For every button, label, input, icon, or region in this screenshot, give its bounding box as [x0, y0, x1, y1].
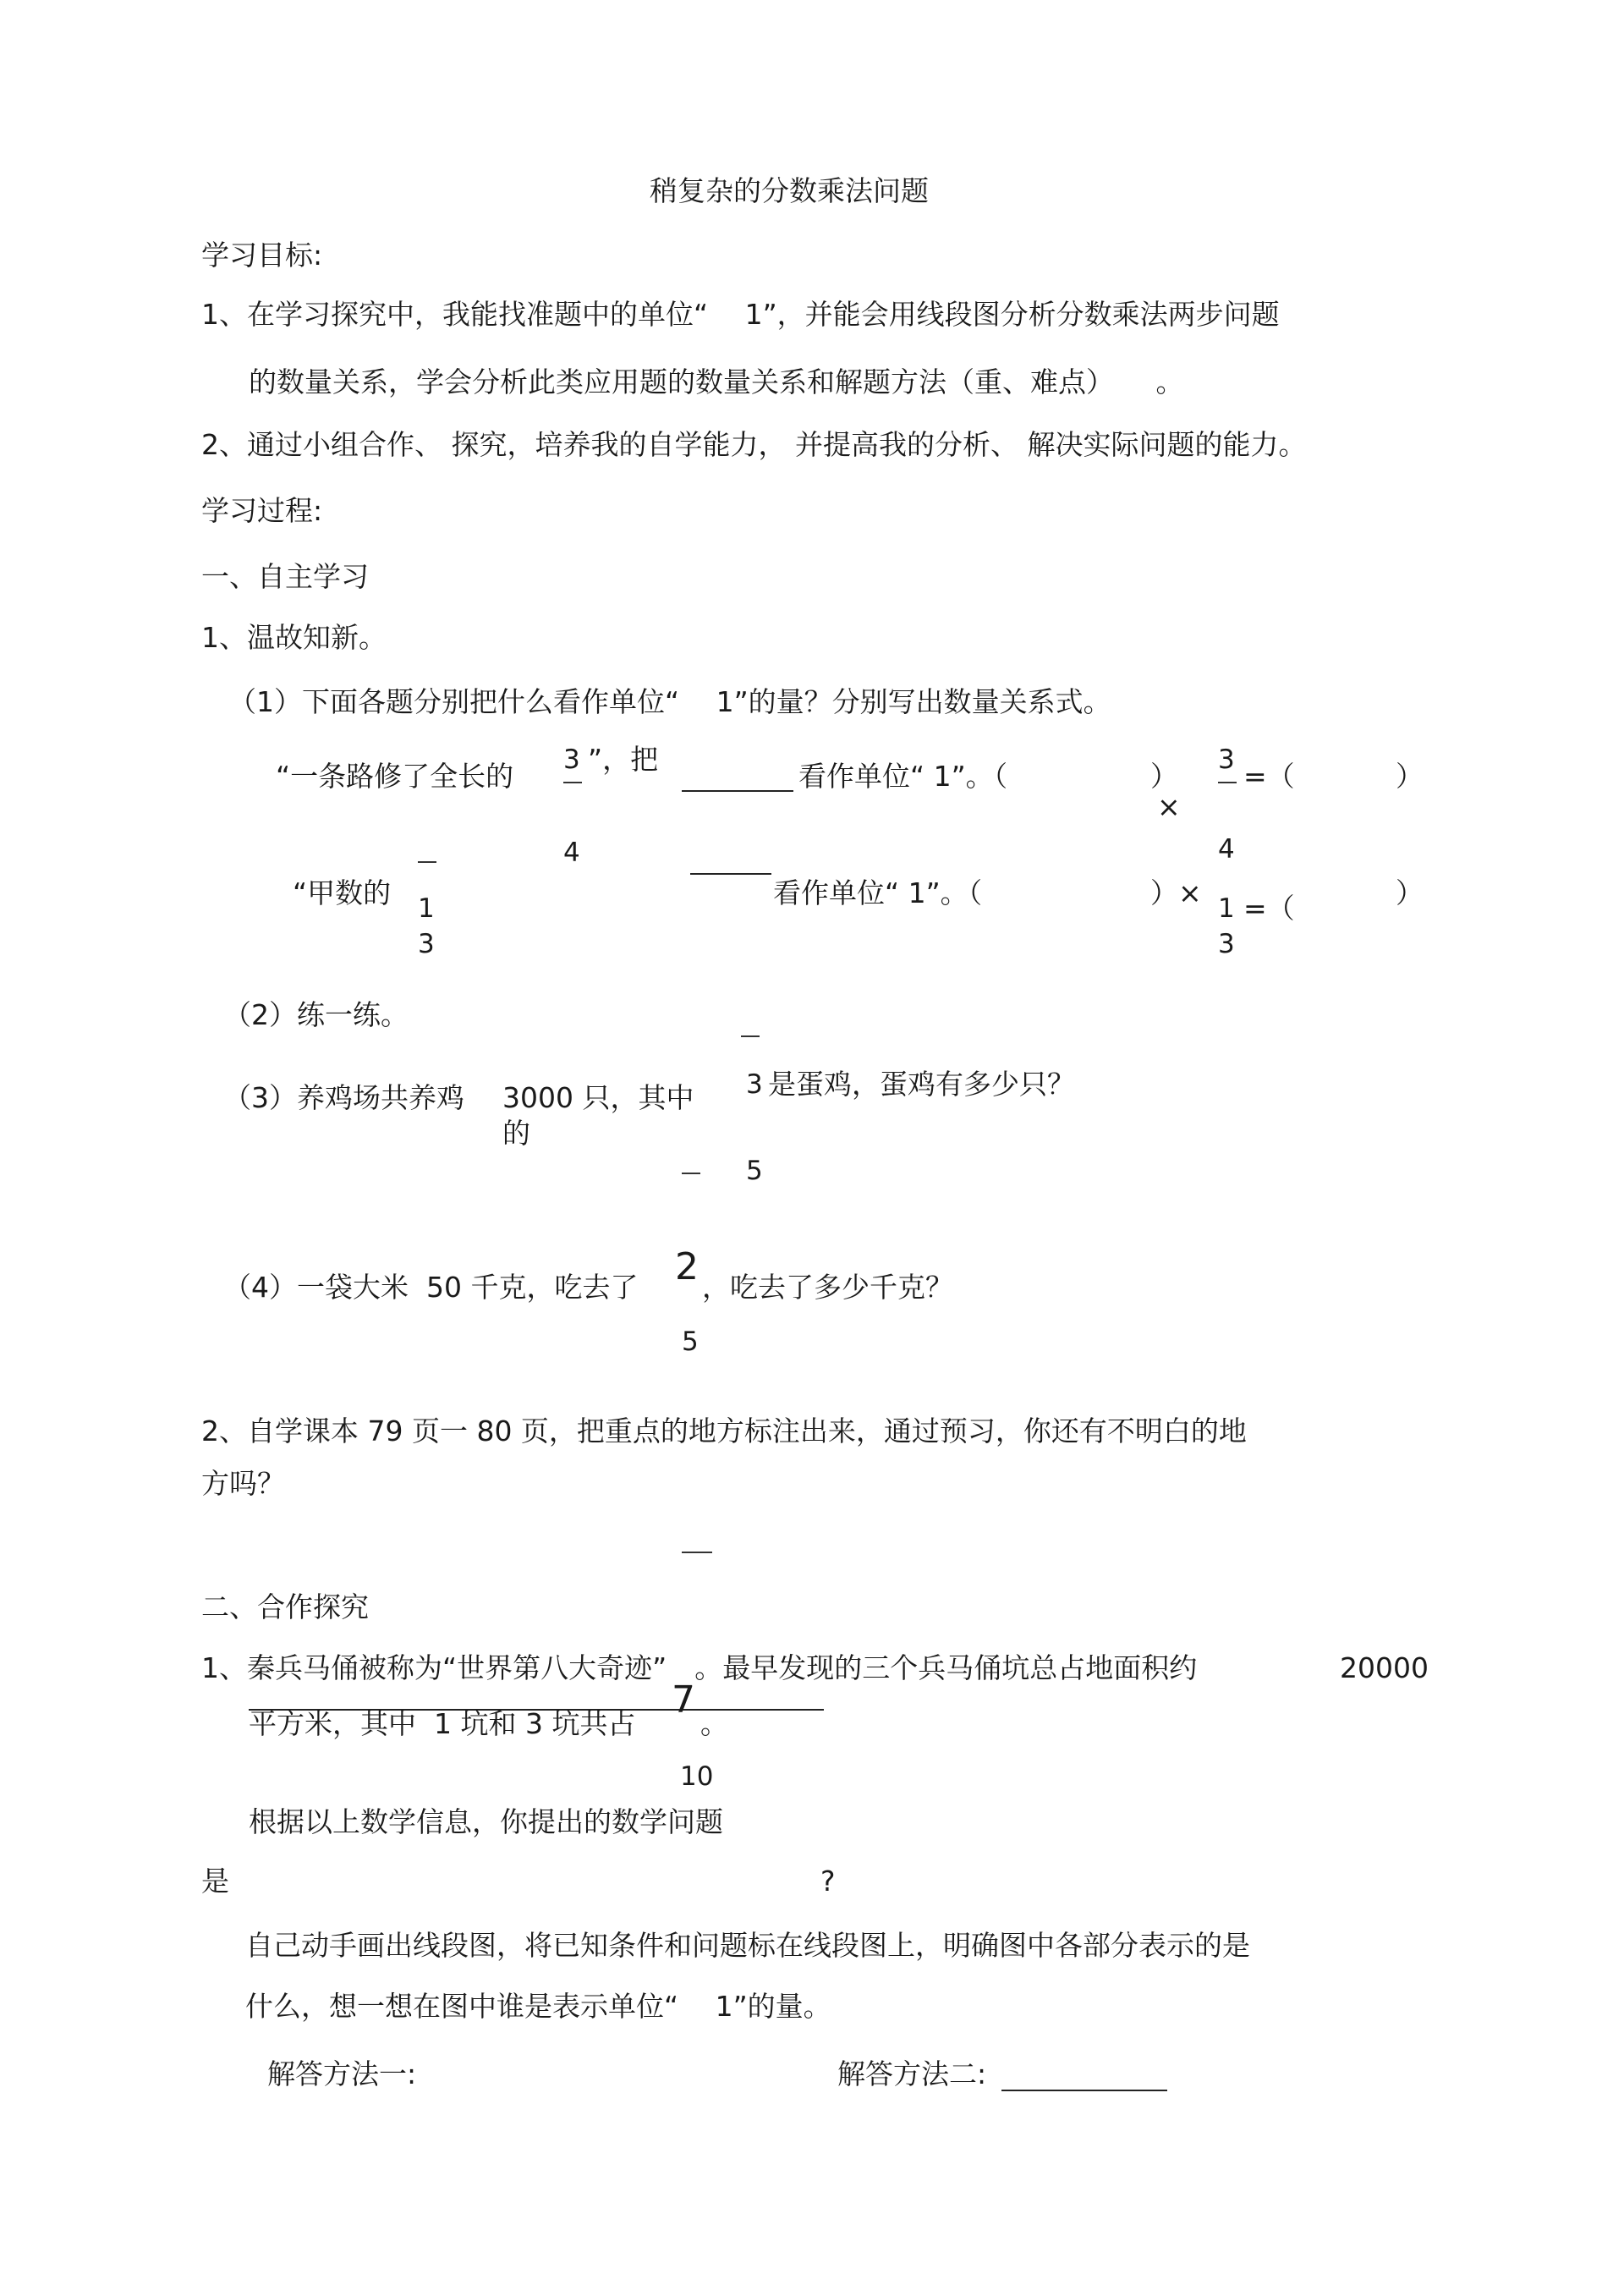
q3-fraction-denominator: 5	[746, 1156, 763, 1186]
ask-line-2: 是	[201, 1865, 229, 1898]
objective-1-line-1: 1、在学习探究中，我能找准题中的单位“ 1”，并能会用线段图分析分数乘法两步问题	[201, 298, 1280, 331]
ask-question-mark: ?	[820, 1865, 836, 1898]
section-1-heading: 一、自主学习	[201, 560, 369, 593]
q1b-answer-blank	[690, 873, 771, 875]
q1a-fraction-numerator: 3	[563, 744, 580, 775]
q1b-end-paren: ）	[1396, 876, 1424, 909]
q1a-equals: =（	[1243, 760, 1295, 793]
q1b-fraction-bar	[418, 861, 436, 863]
q3-amount: 3000 只，其中	[502, 1081, 694, 1114]
coop-line-2: 平方米，其中 1 坑和 3 坑共占	[249, 1707, 636, 1740]
process-heading: 学习过程:	[201, 494, 323, 527]
question-2: （2）练一练。	[223, 998, 409, 1031]
coop-fraction-denominator: 10	[680, 1761, 714, 1792]
stray-dash	[682, 1552, 712, 1553]
q4-fraction-numerator: 2	[675, 1245, 699, 1288]
q1a-answer-blank	[682, 790, 793, 792]
q1a-unit-text: 看作单位“ 1”。（	[798, 760, 1008, 793]
q4-tail: ，吃去了多少千克？	[702, 1271, 953, 1304]
q1b-close-times: ）×	[1150, 876, 1202, 909]
q1a-multiplier-denominator: 4	[1218, 834, 1235, 865]
objectives-heading: 学习目标:	[201, 239, 323, 272]
q1b-equals: =（	[1243, 892, 1295, 925]
page-title: 稍复杂的分数乘法问题	[650, 174, 929, 207]
section-2-heading: 二、合作探究	[201, 1590, 369, 1623]
q4-lead: （4）一袋大米 50 千克，吃去了	[223, 1271, 639, 1304]
q1a-close-paren: ）	[1150, 760, 1178, 793]
objective-1-line-2: 的数量关系，学会分析此类应用题的数量关系和解题方法（重、难点） 。	[249, 365, 1184, 398]
q1a-multiplier-numerator: 3	[1218, 744, 1235, 775]
review-heading: 1、温故知新。	[201, 621, 387, 654]
q3-fraction-bar-lower	[682, 1173, 700, 1174]
q3-fraction-bar	[741, 1035, 760, 1037]
coop-area-value: 20000	[1340, 1651, 1429, 1684]
coop-line-1: 1、秦兵马俑被称为“世界第八大奇迹” 。最早发现的三个兵马俑坑总占地面积约	[201, 1651, 1198, 1684]
q3-de: 的	[502, 1117, 530, 1150]
q1a-fraction-denominator: 4	[563, 838, 580, 868]
ask-line-1: 根据以上数学信息，你提出的数学问题	[249, 1805, 723, 1838]
q1b-fraction-numerator: 1	[418, 893, 435, 924]
draw-line-1: 自己动手画出线段图，将已知条件和问题标在线段图上，明确图中各部分表示的是	[245, 1929, 1250, 1962]
self-study-line-1: 2、自学课本 79 页一 80 页，把重点的地方标注出来，通过预习，你还有不明白的地	[201, 1414, 1247, 1447]
q4-fraction-denominator: 5	[682, 1327, 699, 1357]
coop-fraction-numerator: 7	[672, 1678, 695, 1722]
q3-lead: （3）养鸡场共养鸡	[223, 1081, 464, 1114]
method-1-label: 解答方法一:	[267, 2057, 417, 2090]
q1b-multiplier-denominator: 3	[1218, 929, 1235, 959]
q1a-end-paren: ）	[1396, 760, 1424, 793]
question-1-prompt: （1）下面各题分别把什么看作单位“ 1”的量？分别写出数量关系式。	[228, 685, 1111, 718]
q1b-multiplier-numerator: 1	[1218, 893, 1235, 924]
draw-line-2: 什么，想一想在图中谁是表示单位“ 1”的量。	[245, 1990, 831, 2023]
self-study-line-2: 方吗？	[201, 1467, 285, 1500]
q1a-after: ”，把	[588, 743, 659, 776]
coop-period: 。	[700, 1707, 728, 1740]
q3-fraction-numerator: 3	[746, 1069, 763, 1100]
objective-2: 2、通过小组合作、 探究，培养我的自学能力， 并提高我的分析、 解决实际问题的能力。	[201, 428, 1307, 461]
method-2-label: 解答方法二:	[837, 2057, 987, 2090]
q1b-lead: “甲数的	[293, 876, 392, 909]
q1a-lead: “一条路修了全长的	[276, 760, 514, 793]
q1a-fraction-bar	[563, 782, 582, 783]
method-2-answer-line	[1001, 2090, 1167, 2091]
q3-tail: 是蛋鸡，蛋鸡有多少只？	[768, 1068, 1075, 1101]
q1b-unit-text: 看作单位“ 1”。（	[773, 876, 983, 909]
q1b-fraction-denominator: 3	[418, 929, 435, 959]
q1a-multiplier-bar	[1218, 782, 1237, 783]
q1a-times-sign: ×	[1157, 790, 1181, 823]
